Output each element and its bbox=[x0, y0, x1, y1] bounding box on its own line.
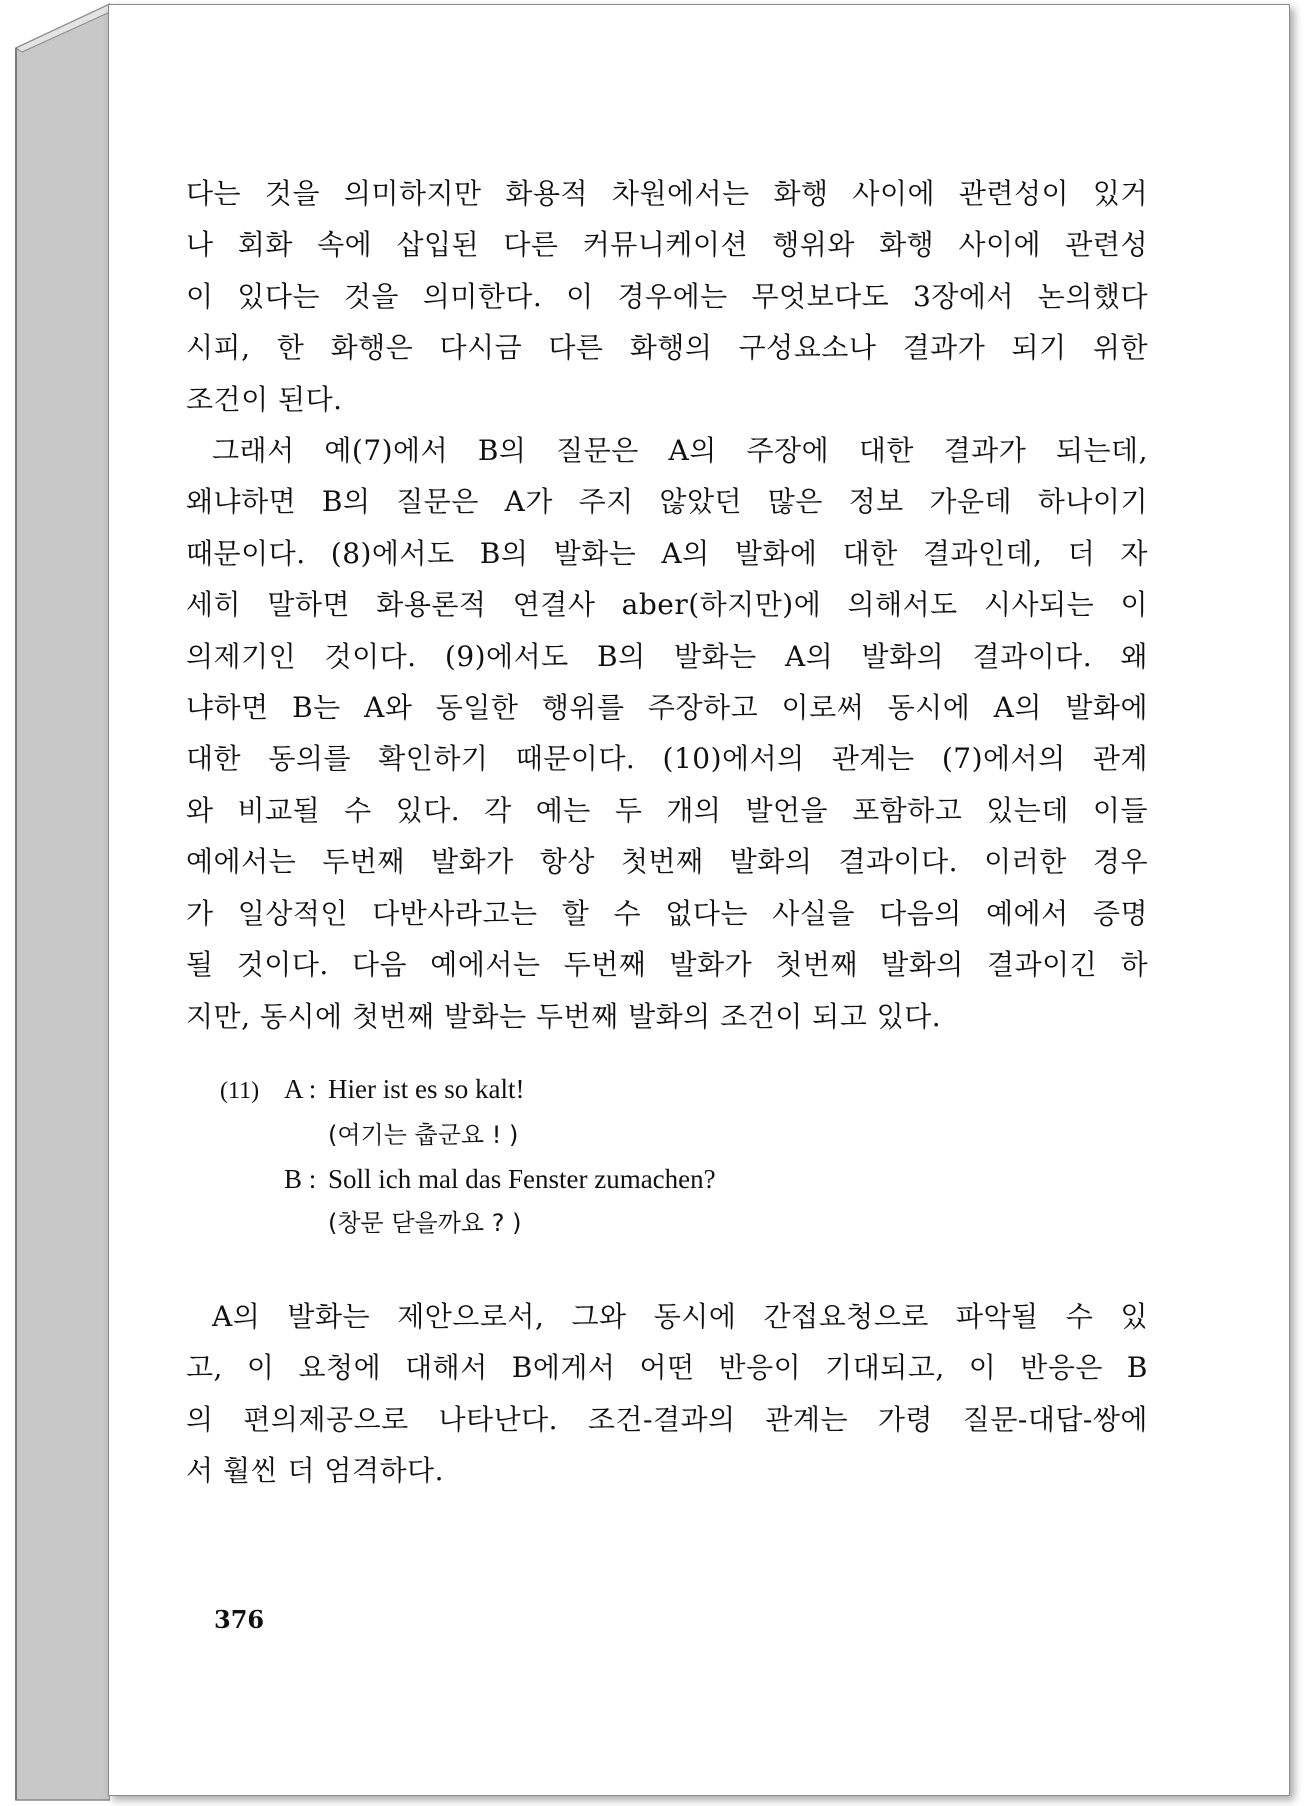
text-line: 가 일상적인 다반사라고는 할 수 없다는 사실을 다음의 예에서 증명 bbox=[186, 896, 1148, 930]
text-line: 의제기인 것이다. (9)에서도 B의 발화는 A의 발화의 결과이다. 왜 bbox=[186, 639, 1148, 673]
speaker-b: B : bbox=[284, 1164, 317, 1194]
example-number: (11) bbox=[220, 1078, 260, 1104]
page-number: 376 bbox=[214, 1605, 265, 1634]
utterance-a: Hier ist es so kalt! bbox=[328, 1074, 525, 1104]
text-line: 서 훨씬 더 엄격하다. bbox=[186, 1454, 444, 1488]
paragraph-3 bbox=[186, 1291, 1148, 1497]
text-line: 냐하면 B는 A와 동일한 행위를 주장하고 이로써 동시에 A의 발화에 bbox=[186, 691, 1148, 725]
translation-a: (여기는 춥군요 ! ) bbox=[328, 1121, 519, 1149]
text-line: 조건이 된다. bbox=[186, 382, 343, 416]
utterance-b: Soll ich mal das Fenster zumachen? bbox=[328, 1164, 716, 1194]
text-line: 시피, 한 화행은 다시금 다른 화행의 구성요소나 결과가 되기 위한 bbox=[186, 331, 1148, 365]
speaker-a: A : bbox=[284, 1074, 317, 1104]
example-11 bbox=[220, 1067, 1020, 1245]
text-line: 지만, 동시에 첫번째 발화는 두번째 발화의 조건이 되고 있다. bbox=[186, 999, 942, 1033]
text-line: 와 비교될 수 있다. 각 예는 두 개의 발언을 포함하고 있는데 이들 bbox=[186, 793, 1148, 827]
text-line: A의 발화는 제안으로서, 그와 동시에 간접요청으로 파악될 수 있 bbox=[212, 1300, 1148, 1333]
text-line: 될 것이다. 다음 예에서는 두번째 발화가 첫번째 발화의 결과이긴 하 bbox=[186, 948, 1148, 982]
text-line: 세히 말하면 화용론적 연결사 aber(하지만)에 의해서도 시사되는 이 bbox=[186, 588, 1148, 622]
text-line: 그래서 예(7)에서 B의 질문은 A의 주장에 대한 결과가 되는데, bbox=[212, 434, 1148, 468]
text-line: 이 있다는 것을 의미한다. 이 경우에는 무엇보다도 3장에서 논의했다 bbox=[186, 279, 1148, 313]
text-line: 대한 동의를 확인하기 때문이다. (10)에서의 관계는 (7)에서의 관계 bbox=[186, 742, 1148, 776]
text-line: 나 회화 속에 삽입된 다른 커뮤니케이션 행위와 화행 사이에 관련성 bbox=[186, 228, 1148, 262]
text-line: 왜냐하면 B의 질문은 A가 주지 않았던 많은 정보 가운데 하나이기 bbox=[186, 485, 1148, 519]
text-line: 다는 것을 의미하지만 화용적 차원에서는 화행 사이에 관련성이 있거 bbox=[186, 177, 1148, 210]
paragraph-1 bbox=[186, 168, 1148, 1042]
text-line: 때문이다. (8)에서도 B의 발화는 A의 발화에 대한 결과인데, 더 자 bbox=[186, 536, 1148, 570]
text-line: 예에서는 두번째 발화가 항상 첫번째 발화의 결과이다. 이러한 경우 bbox=[186, 845, 1148, 879]
translation-b: (창문 닫을까요 ? ) bbox=[328, 1209, 522, 1237]
text-line: 고, 이 요청에 대해서 B에게서 어떤 반응이 기대되고, 이 반응은 B bbox=[186, 1351, 1148, 1385]
book-spine bbox=[0, 0, 110, 1806]
text-line: 의 편의제공으로 나타난다. 조건-결과의 관계는 가령 질문-대답-쌍에 bbox=[186, 1402, 1148, 1436]
